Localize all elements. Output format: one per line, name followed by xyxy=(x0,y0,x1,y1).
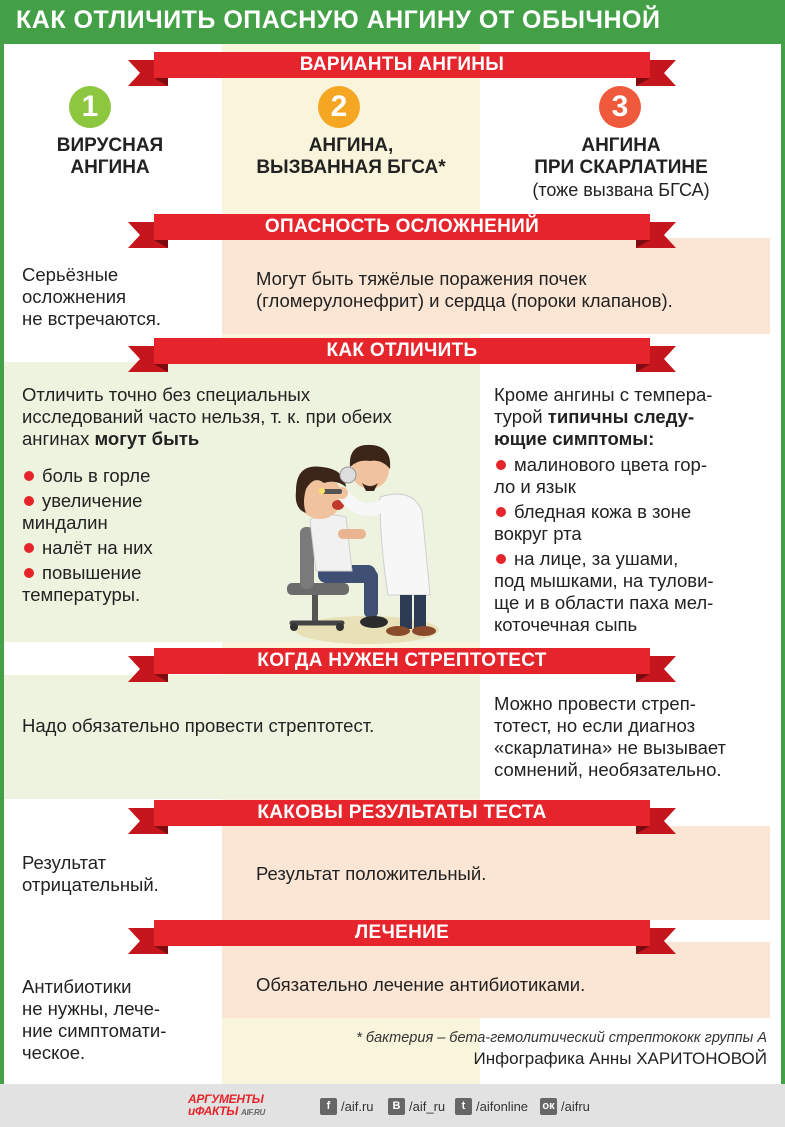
frame-left xyxy=(0,44,4,1084)
twitter-icon: t xyxy=(455,1098,472,1115)
complications-col1-text: Серьёзные осложнения не встречаются. xyxy=(22,264,162,329)
section-title: КАКОВЫ РЕЗУЛЬТАТЫ ТЕСТА xyxy=(154,800,650,826)
list-item: увеличение миндалин xyxy=(22,490,222,534)
section-title: ЛЕЧЕНИЕ xyxy=(154,920,650,946)
variant-3-title: АНГИНА ПРИ СКАРЛАТИНЕ xyxy=(534,135,708,178)
strep-col12-text: Надо обязательно провести стрептотест. xyxy=(22,715,375,736)
complications-col23-text: Могут быть тяжёлые поражения почек (гломерулонефрит) и сердца (пороки клапанов). xyxy=(256,268,673,311)
author-credit: Инфографика Анны ХАРИТОНОВОЙ xyxy=(473,1049,767,1068)
frame-right xyxy=(781,44,785,1084)
variant-2-title: АНГИНА, ВЫЗВАННАЯ БГСА* xyxy=(256,135,446,178)
treatment-col1-text: Антибиотики не нужны, лече- ние симптомати- ческое. xyxy=(22,976,167,1063)
section-title: КАК ОТЛИЧИТЬ xyxy=(154,338,650,364)
section-title: КОГДА НУЖЕН СТРЕПТОТЕСТ xyxy=(154,648,650,674)
section-ribbon-distinguish xyxy=(128,338,676,372)
footnote: * бактерия – бета-гемолитический стрептококк группы А xyxy=(356,1030,767,1046)
list-item: боль в горле xyxy=(22,465,222,487)
list-item: налёт на них xyxy=(22,537,222,559)
distinguish-left-bullets xyxy=(22,465,222,609)
page-footer xyxy=(0,1084,785,1127)
page-title: КАК ОТЛИЧИТЬ ОПАСНУЮ АНГИНУ ОТ ОБЫЧНОЙ xyxy=(16,6,661,34)
results-col23-text: Результат положительный. xyxy=(256,863,487,884)
distinguish-right-intro: Кроме ангины с темпера- турой типичны следу- ющие симптомы: xyxy=(494,384,713,449)
social-link-vk[interactable]: В /aif_ru xyxy=(388,1097,445,1115)
variant-2-number-badge: 2 xyxy=(318,86,360,128)
list-item: бледная кожа в зоне вокруг рта xyxy=(494,501,776,545)
doctor-examining-child-illustration xyxy=(262,425,458,647)
odnoklassniki-icon: ок xyxy=(540,1098,557,1115)
distinguish-right-bullets xyxy=(494,454,776,639)
results-col1-text: Результат отрицательный. xyxy=(22,852,159,895)
list-item: малинового цвета гор- ло и язык xyxy=(494,454,776,498)
section-title: ВАРИАНТЫ АНГИНЫ xyxy=(154,52,650,78)
variant-3-subtitle: (тоже вызвана БГСА) xyxy=(532,180,710,200)
section-ribbon-strep-test xyxy=(128,648,676,682)
variant-1-title: ВИРУСНАЯ АНГИНА xyxy=(56,135,164,178)
section-ribbon-treatment xyxy=(128,920,676,954)
list-item: повышение температуры. xyxy=(22,562,222,606)
section-ribbon-variants xyxy=(128,52,676,86)
variant-3-number-badge: 3 xyxy=(599,86,641,128)
section-ribbon-complications xyxy=(128,214,676,248)
treatment-col23-text: Обязательно лечение антибиотиками. xyxy=(256,974,586,995)
vk-icon: В xyxy=(388,1098,405,1115)
facebook-icon: f xyxy=(320,1098,337,1115)
variant-1-number-badge: 1 xyxy=(69,86,111,128)
social-link-twitter[interactable]: t /aifonline xyxy=(455,1097,528,1115)
page-header xyxy=(0,0,785,44)
section-ribbon-results xyxy=(128,800,676,834)
aif-logo[interactable]: АРГУМЕНТЫ иФАКТЫ AIF.RU xyxy=(188,1092,265,1118)
distinguish-left-intro: Отличить точно без специальных исследований часто нельзя, т. к. при обеих ангинах могут быть xyxy=(22,384,392,449)
social-link-facebook[interactable]: f /aif.ru xyxy=(320,1097,374,1115)
social-link-odnoklassniki[interactable]: ок /aifru xyxy=(540,1097,590,1115)
list-item: на лице, за ушами, под мышками, на тулови- ще и в области паха мел- коточечная сыпь xyxy=(494,548,776,636)
strep-left-background xyxy=(4,675,480,799)
section-title: ОПАСНОСТЬ ОСЛОЖНЕНИЙ xyxy=(154,214,650,240)
strep-col3-text: Можно провести стреп- тотест, но если диагноз «скарлатина» не вызывает сомнений, необязательно. xyxy=(494,693,727,780)
